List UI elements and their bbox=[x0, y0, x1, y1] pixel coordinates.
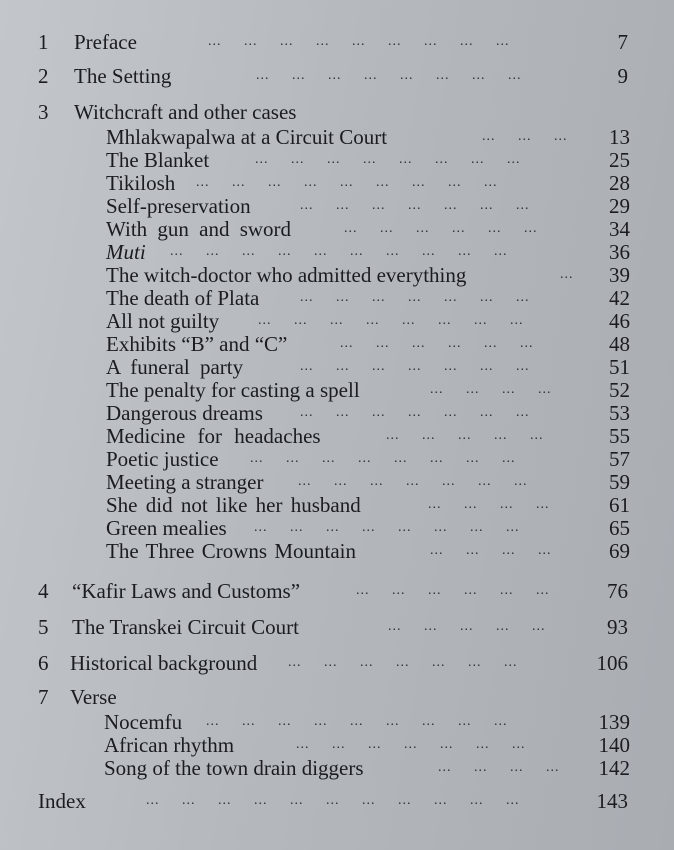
page-number: 34 bbox=[609, 217, 630, 241]
verse-title: African rhythm bbox=[104, 733, 235, 757]
toc-entry-historical bbox=[0, 651, 674, 675]
toc-entry-witchcraft bbox=[0, 100, 674, 124]
case-title: The Blanket bbox=[106, 148, 210, 172]
dot-leader: ... ... ... ... ... ... ... ... ... bbox=[208, 34, 510, 49]
page-number: 140 bbox=[598, 733, 630, 757]
dot-leader: ... ... ... ... ... ... ... ... bbox=[258, 313, 524, 328]
chapter-number: 2 bbox=[38, 64, 49, 88]
verse-title: Nocemfu bbox=[104, 710, 183, 734]
dot-leader: ... ... ... ... ... ... ... ... bbox=[250, 451, 516, 466]
toc-subentry bbox=[0, 447, 674, 471]
toc-subentry bbox=[0, 332, 674, 356]
dot-leader: ... bbox=[560, 267, 574, 282]
case-title: The Three Crowns Mountain bbox=[106, 539, 356, 563]
case-title: Dangerous dreams bbox=[106, 401, 263, 425]
chapter-number: 3 bbox=[38, 100, 49, 124]
page-number: 139 bbox=[598, 710, 630, 734]
page-number: 69 bbox=[609, 539, 630, 563]
chapter-title: Preface bbox=[74, 30, 137, 54]
toc-subentry bbox=[0, 493, 674, 517]
toc-subentry bbox=[0, 710, 674, 734]
index-title: Index bbox=[38, 789, 86, 813]
toc-subentry bbox=[0, 194, 674, 218]
case-title: With gun and sword bbox=[106, 217, 292, 241]
dot-leader: ... ... ... ... ... ... ... ... ... bbox=[196, 175, 498, 190]
case-title: The death of Plata bbox=[106, 286, 260, 310]
toc-entry-index bbox=[0, 789, 674, 813]
page-number: 36 bbox=[609, 240, 630, 264]
page-number: 51 bbox=[609, 355, 630, 379]
chapter-title: The Setting bbox=[74, 64, 172, 88]
chapter-title: “Kafir Laws and Customs” bbox=[72, 579, 301, 603]
page-number: 106 bbox=[596, 651, 628, 675]
dot-leader: ... ... ... ... ... ... bbox=[356, 583, 550, 598]
chapter-title: Verse bbox=[70, 685, 117, 709]
toc-entry-preface bbox=[0, 30, 674, 54]
toc-entry-verse bbox=[0, 685, 674, 709]
page-number: 142 bbox=[598, 756, 630, 780]
page-number: 9 bbox=[617, 64, 628, 88]
page-number: 48 bbox=[609, 332, 630, 356]
page-number: 52 bbox=[609, 378, 630, 402]
toc-subentry bbox=[0, 733, 674, 757]
page-number: 57 bbox=[609, 447, 630, 471]
chapter-number: 4 bbox=[38, 579, 49, 603]
dot-leader: ... ... ... ... ... ... ... bbox=[300, 290, 530, 305]
case-title: Self-preservation bbox=[106, 194, 251, 218]
dot-leader: ... ... ... ... bbox=[430, 382, 552, 397]
toc-subentry bbox=[0, 125, 674, 149]
toc-subentry bbox=[0, 355, 674, 379]
chapter-title: The Transkei Circuit Court bbox=[72, 615, 299, 639]
toc-subentry bbox=[0, 263, 674, 287]
dot-leader: ... ... ... ... ... ... ... ... ... bbox=[206, 714, 508, 729]
chapter-number: 5 bbox=[38, 615, 49, 639]
page-number: 76 bbox=[607, 579, 628, 603]
dot-leader: ... ... ... ... ... ... ... bbox=[288, 655, 518, 670]
verse-title: Song of the town drain diggers bbox=[104, 756, 364, 780]
dot-leader: ... ... ... ... ... bbox=[388, 619, 546, 634]
case-title: Poetic justice bbox=[106, 447, 219, 471]
toc-subentry bbox=[0, 401, 674, 425]
page-number: 25 bbox=[609, 148, 630, 172]
page-number: 42 bbox=[609, 286, 630, 310]
case-title: Green mealies bbox=[106, 516, 227, 540]
page-number: 143 bbox=[596, 789, 628, 813]
page-number: 7 bbox=[617, 30, 628, 54]
dot-leader: ... ... ... ... ... bbox=[386, 428, 544, 443]
dot-leader: ... ... ... bbox=[482, 129, 568, 144]
chapter-number: 7 bbox=[38, 685, 49, 709]
dot-leader: ... ... ... ... ... ... ... bbox=[296, 737, 526, 752]
dot-leader: ... ... ... ... ... ... ... ... ... ... bbox=[170, 244, 508, 259]
toc-subentry bbox=[0, 286, 674, 310]
toc-subentry bbox=[0, 217, 674, 241]
toc-subentry bbox=[0, 148, 674, 172]
toc-entry-the-setting bbox=[0, 64, 674, 88]
case-title: She did not like her husband bbox=[106, 493, 361, 517]
dot-leader: ... ... ... ... bbox=[438, 760, 560, 775]
chapter-title: Historical background bbox=[70, 651, 258, 675]
case-title: Medicine for headaches bbox=[106, 424, 321, 448]
toc-entry-kafir-laws bbox=[0, 579, 674, 603]
dot-leader: ... ... ... ... ... ... ... ... bbox=[256, 68, 522, 83]
case-title: Meeting a stranger bbox=[106, 470, 264, 494]
toc-subentry bbox=[0, 309, 674, 333]
case-title: The penalty for casting a spell bbox=[106, 378, 360, 402]
toc-subentry bbox=[0, 378, 674, 402]
case-title: A funeral party bbox=[106, 355, 244, 379]
page-number: 61 bbox=[609, 493, 630, 517]
page-number: 39 bbox=[609, 263, 630, 287]
dot-leader: ... ... ... ... ... ... ... bbox=[300, 198, 530, 213]
page-number: 65 bbox=[609, 516, 630, 540]
case-title: The witch-doctor who admitted everything bbox=[106, 263, 467, 287]
page-number: 46 bbox=[609, 309, 630, 333]
page-number: 13 bbox=[609, 125, 630, 149]
toc-subentry bbox=[0, 240, 674, 264]
page-number: 53 bbox=[609, 401, 630, 425]
page-number: 29 bbox=[609, 194, 630, 218]
page-number: 28 bbox=[609, 171, 630, 195]
case-title: Mhlakwapalwa at a Circuit Court bbox=[106, 125, 388, 149]
dot-leader: ... ... ... ... ... ... bbox=[344, 221, 538, 236]
dot-leader: ... ... ... ... ... ... bbox=[340, 336, 534, 351]
case-title: Exhibits “B” and “C” bbox=[106, 332, 288, 356]
page-number: 55 bbox=[609, 424, 630, 448]
toc-subentry bbox=[0, 539, 674, 563]
toc-subentry bbox=[0, 470, 674, 494]
toc-subentry bbox=[0, 171, 674, 195]
toc-subentry bbox=[0, 756, 674, 780]
dot-leader: ... ... ... ... ... ... ... bbox=[298, 474, 528, 489]
dot-leader: ... ... ... ... bbox=[430, 543, 552, 558]
toc-entry-transkei bbox=[0, 615, 674, 639]
dot-leader: ... ... ... ... ... ... ... ... ... ... ... bbox=[146, 793, 520, 808]
toc-subentry bbox=[0, 424, 674, 448]
chapter-number: 1 bbox=[38, 30, 49, 54]
toc-subentry bbox=[0, 516, 674, 540]
chapter-number: 6 bbox=[38, 651, 49, 675]
dot-leader: ... ... ... ... ... ... ... bbox=[300, 405, 530, 420]
page-number: 93 bbox=[607, 615, 628, 639]
dot-leader: ... ... ... ... ... ... ... ... bbox=[255, 152, 521, 167]
dot-leader: ... ... ... ... ... ... ... bbox=[300, 359, 530, 374]
dot-leader: ... ... ... ... bbox=[428, 497, 550, 512]
case-title: Tikilosh bbox=[106, 171, 176, 195]
case-title: All not guilty bbox=[106, 309, 220, 333]
dot-leader: ... ... ... ... ... ... ... ... bbox=[254, 520, 520, 535]
chapter-title: Witchcraft and other cases bbox=[74, 100, 297, 124]
page-number: 59 bbox=[609, 470, 630, 494]
case-title: Muti bbox=[106, 240, 146, 264]
